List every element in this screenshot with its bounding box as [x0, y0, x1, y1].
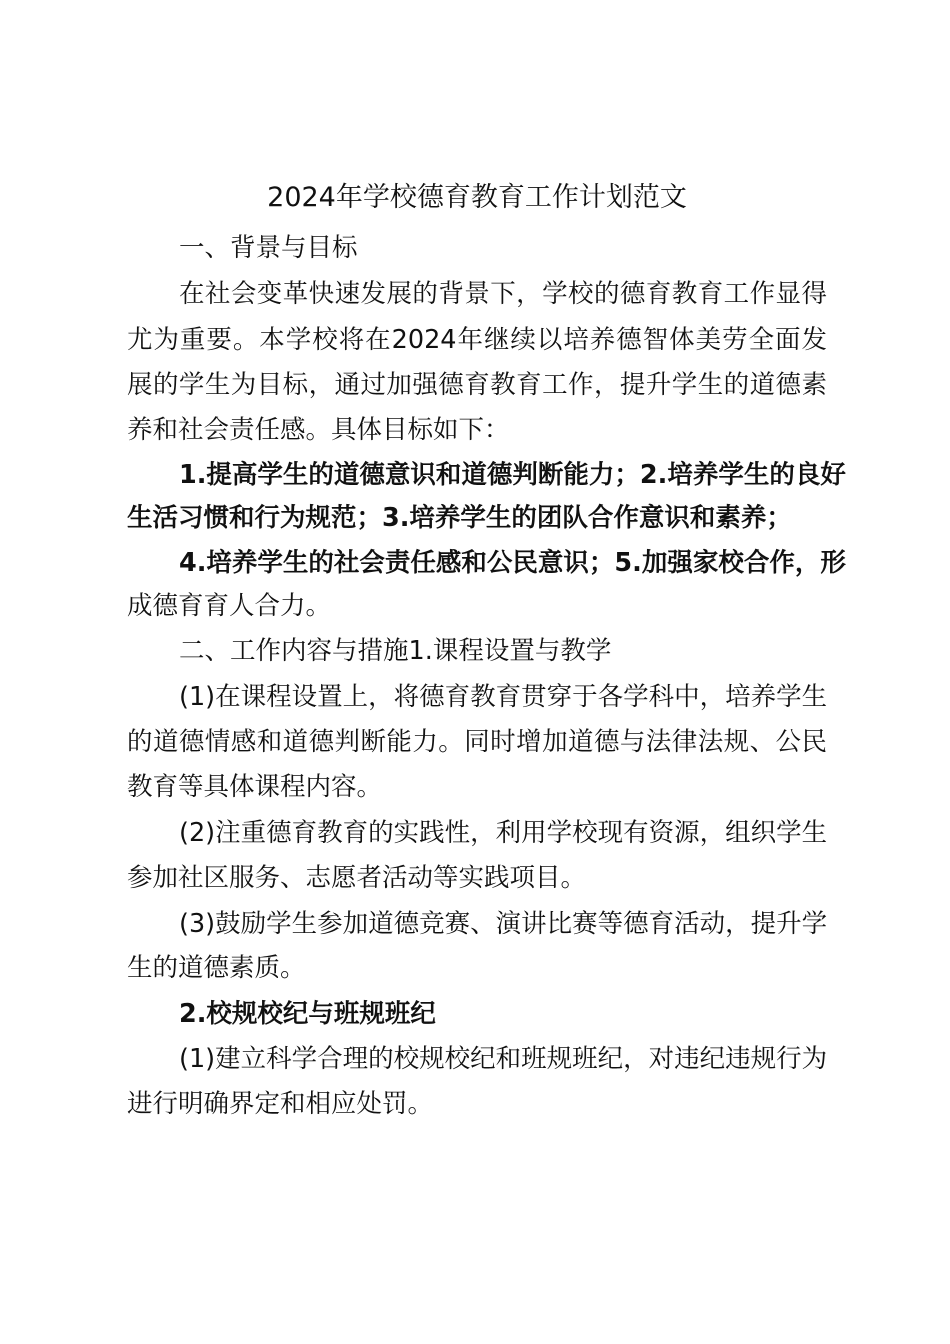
- paragraph-line: (2)注重德育教育的实践性，利用学校现有资源，组织学生: [179, 818, 828, 848]
- paragraph-line: 的道德情感和道德判断能力。同时增加道德与法律法规、公民: [127, 727, 827, 757]
- paragraph-line: 进行明确界定和相应处罚。: [127, 1089, 434, 1119]
- section-heading: 一、背景与目标: [179, 233, 358, 263]
- paragraph-line: 展的学生为目标，通过加强德育教育工作，提升学生的道德素: [127, 370, 827, 400]
- paragraph-line: 教育等具体课程内容。: [127, 772, 383, 802]
- section-heading: 二、工作内容与措施1.课程设置与教学: [179, 636, 612, 666]
- paragraph-line: 在社会变革快速发展的背景下，学校的德育教育工作显得: [179, 279, 827, 309]
- paragraph-line: (3)鼓励学生参加道德竞赛、演讲比赛等德育活动，提升学: [179, 909, 828, 939]
- goal-line: 1.提高学生的道德意识和道德判断能力；2.培养学生的良好: [179, 460, 846, 490]
- paragraph-line: 参加社区服务、志愿者活动等实践项目。: [127, 863, 587, 893]
- paragraph-line: 成德育育人合力。: [127, 591, 332, 621]
- goal-line: 4.培养学生的社会责任感和公民意识；5.加强家校合作，形: [179, 548, 846, 578]
- paragraph-line: (1)建立科学合理的校规校纪和班规班纪，对违纪违规行为: [179, 1044, 828, 1074]
- document-title: 2024年学校德育教育工作计划范文: [267, 182, 687, 213]
- paragraph-line: (1)在课程设置上，将德育教育贯穿于各学科中，培养学生: [179, 682, 828, 712]
- paragraph-line: 养和社会责任感。具体目标如下：: [127, 415, 510, 445]
- goal-line: 生活习惯和行为规范；3.培养学生的团队合作意识和素养；: [127, 503, 792, 533]
- paragraph-line: 生的道德素质。: [127, 953, 306, 983]
- subsection-heading: 2.校规校纪与班规班纪: [179, 999, 436, 1029]
- paragraph-line: 尤为重要。本学校将在2024年继续以培养德智体美劳全面发: [127, 325, 827, 355]
